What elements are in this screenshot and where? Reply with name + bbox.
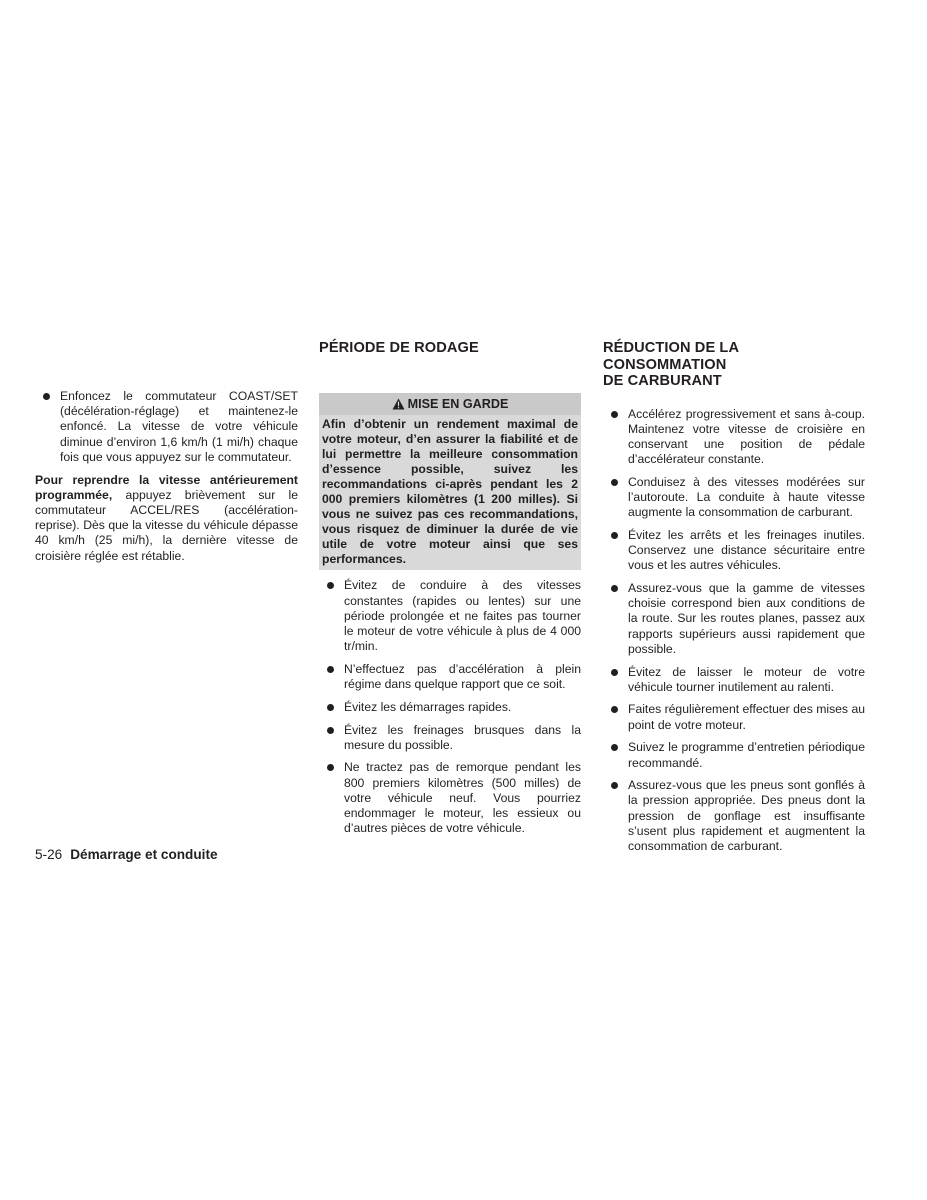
bullet-icon bbox=[327, 582, 334, 589]
bullet-text: Accélérez progressivement et sans à-coup. Maintenez votre vitesse de croisière en conservant une position de pédale d’accélérateur constante. bbox=[628, 406, 865, 467]
list-item bbox=[319, 723, 581, 753]
bullet-text: Évitez les démarrages rapides. bbox=[344, 699, 512, 714]
list-item bbox=[603, 407, 865, 468]
bullet-text: Faites régulièrement effectuer des mises au point de votre moteur. bbox=[628, 702, 865, 732]
bullet-icon bbox=[327, 764, 334, 771]
list-item bbox=[603, 475, 865, 521]
bullet-icon bbox=[611, 585, 618, 592]
list-item bbox=[603, 528, 865, 574]
section-heading-fuel-economy bbox=[603, 340, 865, 390]
bullet-text: Évitez les arrêts et les freinages inutiles. Conservez une distance sécuritaire entre vous et les autres véhicules. bbox=[628, 527, 865, 573]
bullet-icon bbox=[327, 704, 334, 711]
column-left bbox=[35, 389, 298, 564]
warning-triangle-icon bbox=[392, 397, 405, 415]
warning-header bbox=[319, 393, 581, 415]
bullet-text: Évitez de conduire à des vitesses constantes (rapides ou lentes) sur une période prolongée et ne faites pas tourner le moteur de votre véhicule à plus de 4 000 tr/min. bbox=[344, 578, 581, 654]
list-item bbox=[603, 665, 865, 695]
bullet-list-cruise bbox=[35, 389, 298, 465]
resume-speed-paragraph bbox=[35, 473, 298, 564]
bullet-text: Assurez-vous que la gamme de vitesses choisie correspond bien aux conditions de la route. Sur les routes planes, passez aux rapports supérieurs aussi rapidement que possible. bbox=[628, 581, 865, 656]
bullet-list-break-in bbox=[319, 578, 581, 836]
bullet-text: Ne tractez pas de remorque pendant les 800 premiers kilomètres (500 milles) de votre véhicule neuf. Vous pourriez endommager le moteur, les essieux ou d’autres pièces de votre véhicule. bbox=[344, 760, 581, 836]
warning-box bbox=[319, 393, 581, 571]
bullet-text: Assurez-vous que les pneus sont gonflés à la pression appropriée. Des pneus dont la pression de gonflage est insuffisante s’usent plus rapidement et augmentent la consommation de carburant. bbox=[628, 778, 865, 854]
bullet-text: Enfoncez le commutateur COAST/SET (décélération-réglage) et maintenez-le enfoncé. La vitesse de votre véhicule diminue d’environ 1,6 km/h (1 mi/h) chaque fois que vous appuyez sur le commutateur. bbox=[60, 389, 298, 464]
bullet-text: N’effectuez pas d’accélération à plein régime dans quelque rapport que ce soit. bbox=[344, 661, 581, 692]
heading-line: RÉDUCTION DE LA CONSOMMATION bbox=[603, 340, 739, 373]
bullet-icon bbox=[611, 744, 618, 751]
list-item bbox=[603, 581, 865, 657]
bullet-icon bbox=[611, 479, 618, 486]
list-item bbox=[603, 702, 865, 732]
bullet-text: Évitez de laisser le moteur de votre véhicule tourner inutilement au ralenti. bbox=[628, 664, 865, 694]
bullet-icon bbox=[611, 411, 618, 418]
bullet-icon bbox=[611, 782, 618, 789]
bullet-list-fuel-economy bbox=[603, 407, 865, 855]
column-middle bbox=[319, 340, 581, 844]
list-item bbox=[603, 778, 865, 854]
list-item bbox=[319, 700, 581, 715]
paragraph-text: appuyez brièvement sur le commutateur ACCEL/RES (accélération-reprise). Dès que la vitesse du véhicule dépasse 40 km/h (25 mi/h), la dernière vitesse de croisière réglée est rétablie. bbox=[35, 487, 298, 563]
bullet-icon bbox=[611, 532, 618, 539]
bullet-icon bbox=[611, 706, 618, 713]
footer-section-title: Démarrage et conduite bbox=[70, 847, 218, 862]
bullet-icon bbox=[43, 393, 50, 400]
list-item bbox=[603, 740, 865, 770]
warning-title: MISE EN GARDE bbox=[407, 396, 509, 411]
paragraph-bold-lead: Pour reprendre la vitesse antérieurement programmée, bbox=[35, 472, 298, 502]
list-item bbox=[319, 760, 581, 836]
bullet-text: Évitez les freinages brusques dans la mesure du possible. bbox=[344, 722, 581, 752]
bullet-icon bbox=[327, 727, 334, 734]
list-item bbox=[319, 662, 581, 692]
list-item bbox=[319, 578, 581, 654]
warning-text: Afin d’obtenir un rendement maximal de votre moteur, d’en assurer la fiabilité et de lui permettre la meilleure consommation d’essence possible, suivez les recommandations ci-après pendant les 2 000 premiers kilomètres (1 200 milles). Si vous ne suivez pas ces recommandations, vous risquez de diminuer la durée de vie utile de votre moteur ainsi que ses performances. bbox=[322, 416, 578, 567]
page-number: 5-26 bbox=[35, 847, 63, 862]
bullet-icon bbox=[327, 666, 334, 673]
page-footer bbox=[35, 847, 218, 863]
bullet-text: Suivez le programme d’entretien périodique recommandé. bbox=[628, 740, 865, 770]
bullet-text: Conduisez à des vitesses modérées sur l’autoroute. La conduite à haute vitesse augmente la consommation de carburant. bbox=[628, 474, 865, 520]
column-right bbox=[603, 340, 865, 862]
section-heading-break-in: PÉRIODE DE RODAGE bbox=[319, 340, 479, 356]
bullet-icon bbox=[611, 669, 618, 676]
list-item bbox=[35, 389, 298, 465]
heading-line: DE CARBURANT bbox=[603, 373, 722, 389]
